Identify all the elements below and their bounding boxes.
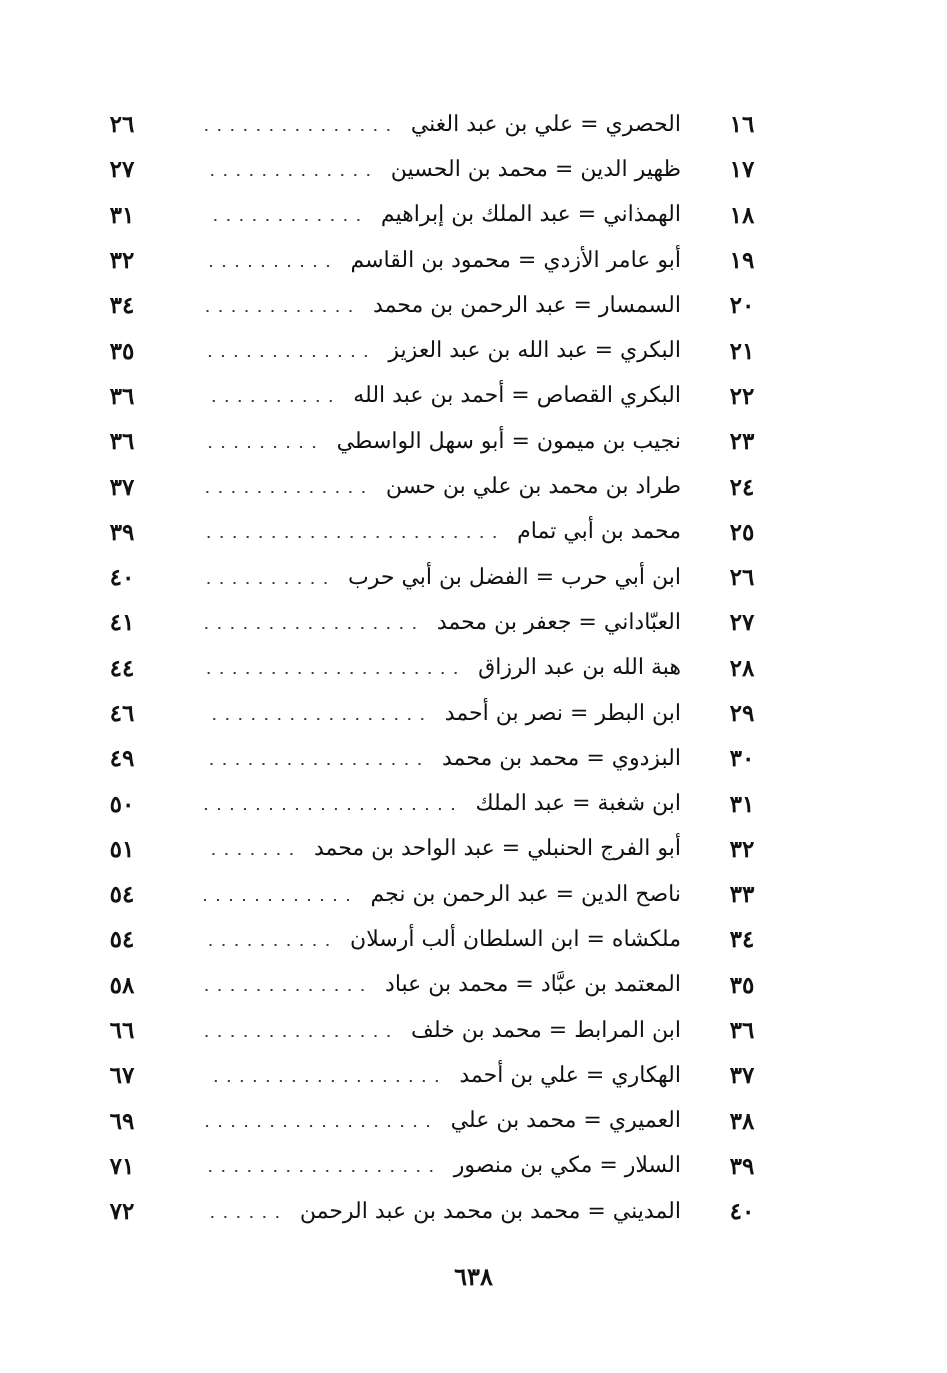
- dot-leader: [204, 1125, 435, 1127]
- toc-entry: [100, 238, 775, 283]
- entry-number: ٢٧: [729, 609, 755, 637]
- entry-number: ٣٨: [729, 1107, 755, 1135]
- dot-leader: [204, 491, 370, 493]
- entry-title: البزدوي = محمد بن محمد: [441, 745, 681, 771]
- entry-title: ملكشاه = ابن السلطان ألب أرسلان: [350, 926, 681, 952]
- entry-number: ٢٤: [729, 473, 755, 501]
- entry-page-number: ٢٦: [109, 111, 135, 139]
- dot-leader: [204, 129, 395, 131]
- entry-title: ابن المرابط = محمد بن خلف: [411, 1017, 681, 1043]
- entry-number: ٣٤: [729, 926, 755, 954]
- dot-leader: [204, 219, 365, 221]
- entry-page-number: ٣٥: [109, 337, 135, 365]
- dot-leader: [204, 1170, 438, 1172]
- entry-number: ٢٣: [729, 428, 755, 456]
- entry-title: طراد بن محمد بن علي بن حسن: [385, 474, 681, 500]
- entry-number: ١٩: [729, 247, 755, 275]
- toc-entry: [100, 646, 775, 691]
- entry-page-number: ٤١: [109, 609, 135, 637]
- entry-title: ابن شغبة = عبد الملك: [475, 791, 681, 817]
- entry-title: ابن البطر = نصر بن أحمد: [444, 700, 681, 726]
- entry-page-number: ٦٧: [109, 1062, 135, 1090]
- toc-entry: [100, 102, 775, 147]
- toc-entry: [100, 1008, 775, 1053]
- entry-number: ٣٧: [729, 1062, 755, 1090]
- entry-title: محمد بن أبي تمام: [517, 519, 681, 545]
- dot-leader: [204, 265, 334, 267]
- dot-leader: [204, 944, 334, 946]
- entry-title: الحصري = علي بن عبد الغني: [410, 111, 681, 137]
- entry-title: هبة الله بن عبد الرزاق: [478, 655, 681, 681]
- entry-title: البكري القصاص = أحمد بن عبد الله: [353, 383, 681, 409]
- dot-leader: [204, 1080, 443, 1082]
- toc-entry: [100, 781, 775, 826]
- entry-number: ٣٢: [729, 835, 755, 863]
- toc-entry: [100, 147, 775, 192]
- toc-entry: [100, 1099, 775, 1144]
- toc-entry: [100, 917, 775, 962]
- entry-page-number: ٣١: [109, 201, 135, 229]
- entry-number: ٢٠: [729, 292, 755, 320]
- entry-title: أبو الفرج الحنبلي = عبد الواحد بن محمد: [313, 836, 681, 862]
- page-number: ٦٣٨: [454, 1262, 493, 1291]
- entry-page-number: ٤٩: [109, 745, 135, 773]
- entry-number: ٢٨: [729, 654, 755, 682]
- entry-number: ٢٢: [729, 382, 755, 410]
- entry-page-number: ٦٩: [109, 1107, 135, 1135]
- entry-title: ظهير الدين = محمد بن الحسين: [390, 156, 681, 182]
- entry-page-number: ٣٦: [109, 428, 135, 456]
- entry-title: الهمذاني = عبد الملك بن إبراهيم: [380, 202, 681, 228]
- entry-title: المديني = محمد بن محمد بن عبد الرحمن: [299, 1198, 681, 1224]
- entry-number: ٢١: [729, 337, 755, 365]
- entry-number: ٤٠: [729, 1198, 755, 1226]
- entry-title: الهكاري = علي بن أحمد: [459, 1062, 681, 1088]
- entry-number: ٣٣: [729, 881, 755, 909]
- entry-page-number: ٥٤: [109, 881, 135, 909]
- entry-page-number: ٣٢: [109, 247, 135, 275]
- entry-title: السمسار = عبد الرحمن بن محمد: [373, 292, 681, 318]
- entry-title: نجيب بن ميمون = أبو سهل الواسطي: [336, 428, 681, 454]
- toc-entry: [100, 736, 775, 781]
- dot-leader: [204, 536, 501, 538]
- dot-leader: [204, 310, 357, 312]
- toc-entry: [100, 510, 775, 555]
- dot-leader: [204, 989, 369, 991]
- entry-page-number: ٢٧: [109, 156, 135, 184]
- entry-title: البكري = عبد الله بن عبد العزيز: [388, 338, 681, 364]
- dot-leader: [204, 808, 459, 810]
- entry-page-number: ٣٦: [109, 382, 135, 410]
- entry-page-number: ٤٠: [109, 564, 135, 592]
- entry-number: ١٨: [729, 201, 755, 229]
- dot-leader: [204, 582, 332, 584]
- entry-page-number: ٣٧: [109, 473, 135, 501]
- entry-page-number: ٥٨: [109, 971, 135, 999]
- dot-leader: [204, 672, 462, 674]
- entry-number: ٢٩: [729, 700, 755, 727]
- toc-entry: [100, 1053, 775, 1098]
- entry-page-number: ٥٠: [109, 790, 135, 818]
- entry-page-number: ٣٩: [109, 518, 135, 546]
- dot-leader: [204, 355, 372, 357]
- dot-leader: [204, 1035, 395, 1037]
- entry-number: ٣٦: [729, 1017, 755, 1045]
- dot-leader: [204, 446, 321, 448]
- entry-page-number: ٣٤: [109, 292, 135, 320]
- toc-entry: [100, 1189, 775, 1234]
- toc-entry: [100, 328, 775, 373]
- entry-title: ناصح الدين = عبد الرحمن بن نجم: [370, 881, 681, 907]
- entry-page-number: ٧١: [109, 1152, 135, 1180]
- entry-title: السلار = مكي بن منصور: [453, 1153, 681, 1179]
- dot-leader: [204, 1216, 284, 1218]
- table-of-contents: [100, 102, 775, 1234]
- entry-number: ٣٠: [729, 745, 755, 773]
- toc-entry: [100, 963, 775, 1008]
- entry-title: المعتمد بن عبَّاد = محمد بن عباد: [385, 972, 681, 998]
- entry-page-number: ٤٤: [109, 654, 135, 682]
- toc-entry: [100, 193, 775, 238]
- entry-page-number: ٧٢: [109, 1198, 135, 1226]
- toc-entry: [100, 283, 775, 328]
- toc-entry: [100, 600, 775, 645]
- dot-leader: [204, 853, 298, 855]
- entry-page-number: ٦٦: [109, 1017, 135, 1045]
- entry-number: ١٧: [729, 156, 755, 184]
- entry-number: ٢٦: [729, 564, 755, 592]
- entry-number: ٢٥: [729, 518, 755, 546]
- entry-number: ١٦: [729, 111, 755, 139]
- toc-entry: [100, 872, 775, 917]
- toc-entry: [100, 419, 775, 464]
- dot-leader: [204, 400, 337, 402]
- dot-leader: [204, 174, 375, 176]
- entry-number: ٣٩: [729, 1152, 755, 1180]
- dot-leader: [204, 718, 429, 720]
- entry-page-number: ٥١: [109, 835, 135, 863]
- toc-entry: [100, 1144, 775, 1189]
- dot-leader: [204, 627, 421, 629]
- entry-title: العبّاداني = جعفر بن محمد: [436, 609, 681, 635]
- toc-entry: [100, 464, 775, 509]
- entry-title: أبو عامر الأزدي = محمود بن القاسم: [350, 247, 681, 273]
- dot-leader: [204, 899, 354, 901]
- entry-page-number: ٤٦: [109, 700, 135, 727]
- dot-leader: [204, 763, 426, 765]
- toc-entry: [100, 827, 775, 872]
- toc-entry: [100, 555, 775, 600]
- toc-entry: [100, 691, 775, 736]
- entry-number: ٣١: [729, 790, 755, 818]
- entry-number: ٣٥: [729, 971, 755, 999]
- entry-title: ابن أبي حرب = الفضل بن أبي حرب: [348, 564, 681, 590]
- toc-entry: [100, 374, 775, 419]
- entry-page-number: ٥٤: [109, 926, 135, 954]
- entry-title: العميري = محمد بن علي: [450, 1108, 681, 1134]
